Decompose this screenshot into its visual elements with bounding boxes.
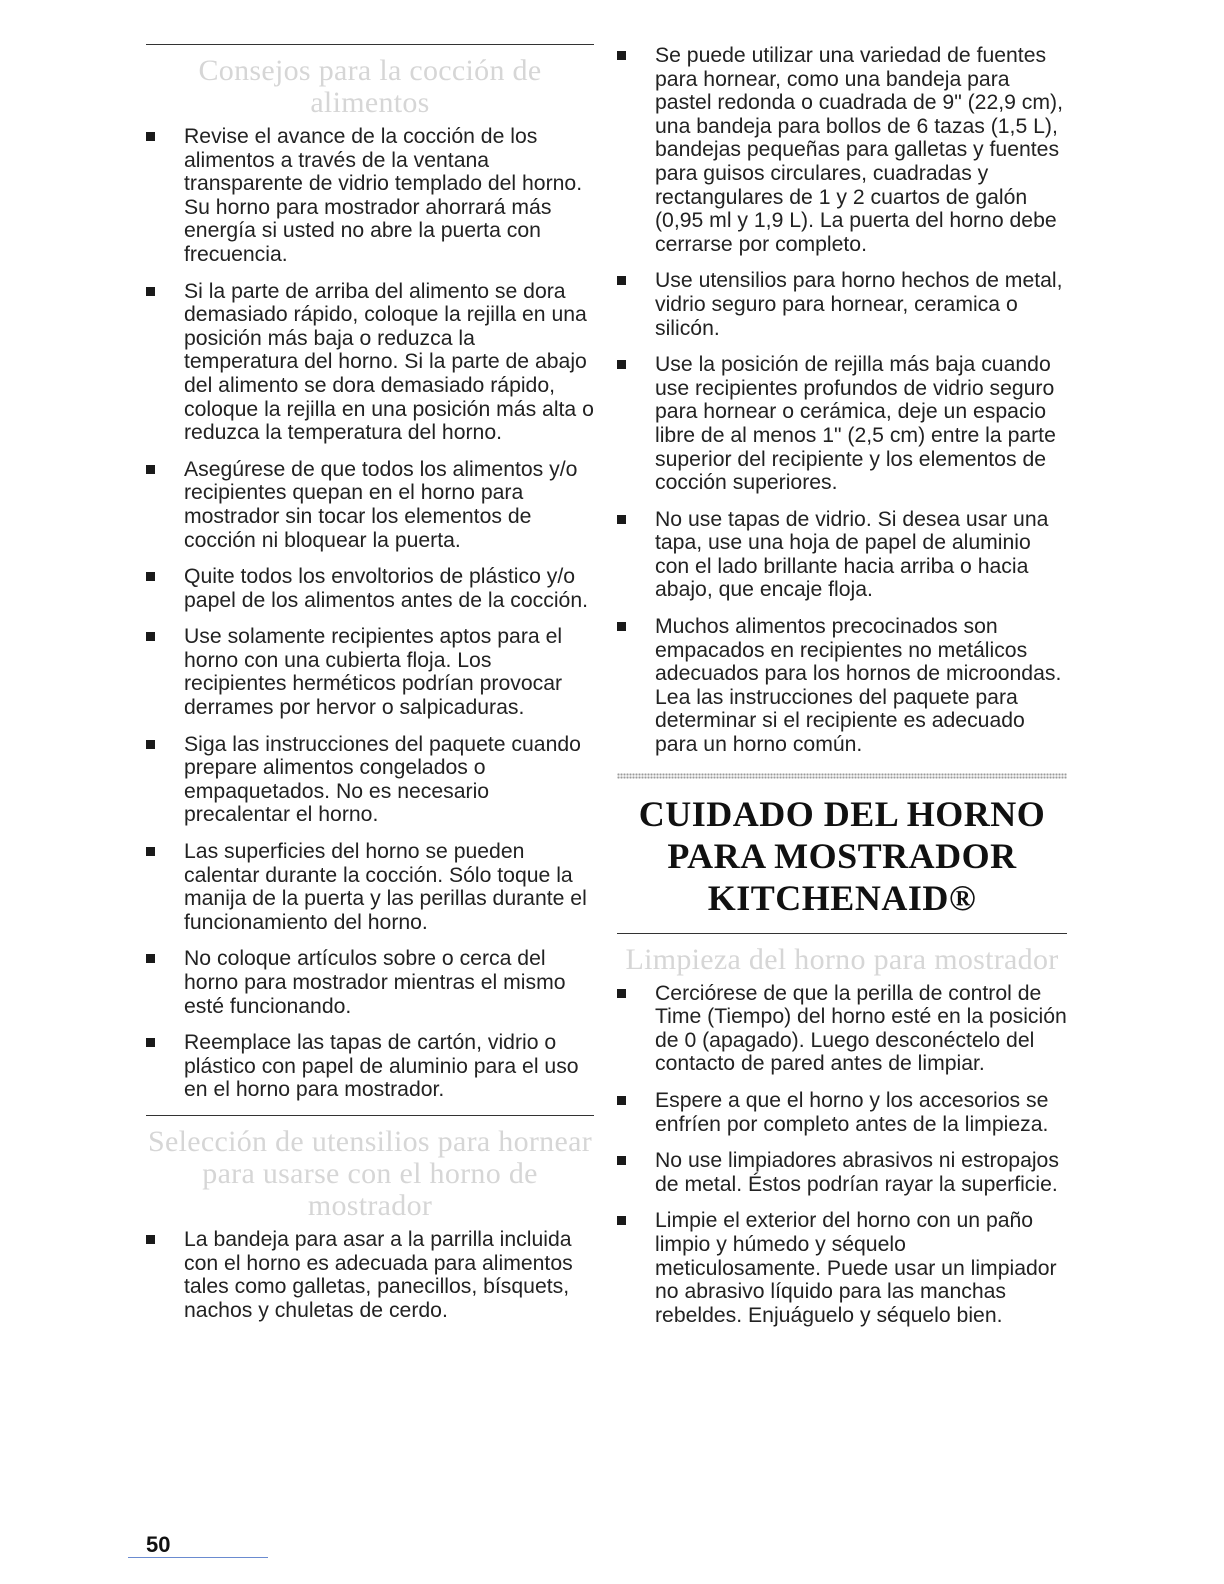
list-item: Use la posición de rejilla más baja cuando use recipientes profundos de vidrio seguro para hornear o cerámica, deje un espacio libre de al menos 1" (2,5 cm) entre la parte superior del recipiente y los elementos de cocción superiores.: [617, 353, 1067, 495]
list-item: Se puede utilizar una variedad de fuentes para hornear, como una bandeja para pastel redonda o cuadrada de 9" (22,9 cm), una bandeja para bollos de 6 tazas (1,5 L), bandejas pequeñas para galletas y fuentes para guisos circulares, cuadradas y rectangulares de 1 y 2 cuartos de galón (0,95 ml y 1,9 L). La puerta del horno debe cerrarse por completo.: [617, 44, 1067, 256]
main-title-line: PARA MOSTRADOR: [667, 835, 1017, 876]
list-item: Limpie el exterior del horno con un paño limpio y húmedo y séquelo meticulosamente. Puede usar un limpiador no abrasivo líquido para las manchas rebeldes. Enjuáguelo y séquelo bien.: [617, 1209, 1067, 1327]
seleccion-list: [146, 1228, 594, 1322]
list-item: Muchos alimentos precocinados son empacados en recipientes no metálicos adecuados para los hornos de microondas. Lea las instrucciones del paquete para determinar si el recipiente es adecuado para un horno común.: [617, 615, 1067, 757]
consejos-list: [146, 125, 594, 1102]
page-number: 50: [146, 1532, 171, 1557]
list-item: No use tapas de vidrio. Si desea usar una tapa, use una hoja de papel de aluminio con el lado brillante hacia arriba o hacia abajo, que encaje floja.: [617, 508, 1067, 602]
section-title-seleccion: Selección de utensilios para hornear para usarse con el horno de mostrador: [148, 1124, 592, 1222]
list-item: No coloque artículos sobre o cerca del horno para mostrador mientras el mismo esté funcionando.: [146, 947, 594, 1018]
utensilios-list-continued: [617, 44, 1067, 757]
list-item: Asegúrese de que todos los alimentos y/o recipientes quepan en el horno para mostrador sin tocar los elementos de cocción ni bloquear la puerta.: [146, 458, 594, 552]
main-title-line: CUIDADO DEL HORNO: [638, 793, 1046, 834]
list-item: Las superficies del horno se pueden calentar durante la cocción. Sólo toque la manija de la puerta y las perillas durante el funcionamiento del horno.: [146, 840, 594, 934]
section-rule: [617, 933, 1067, 934]
list-item: Siga las instrucciones del paquete cuando prepare alimentos congelados o empaquetados. No es necesario precalentar el horno.: [146, 733, 594, 827]
dotted-divider: [617, 773, 1067, 779]
list-item: Quite todos los envoltorios de plástico y/o papel de los alimentos antes de la cocción.: [146, 565, 594, 612]
limpieza-list: [617, 982, 1067, 1328]
list-item: Revise el avance de la cocción de los alimentos a través de la ventana transparente de vidrio templado del horno. Su horno para mostrador ahorrará más energía si usted no abre la puerta con frecuencia.: [146, 125, 594, 267]
main-title-line: KITCHENAID®: [707, 877, 977, 918]
section-title-limpieza: Limpieza del horno para mostrador: [625, 942, 1059, 976]
list-item: Reemplace las tapas de cartón, vidrio o plástico con papel de aluminio para el uso en el horno para mostrador.: [146, 1031, 594, 1102]
list-item: Use solamente recipientes aptos para el horno con una cubierta floja. Los recipientes herméticos podrían provocar derrames por hervor o salpicaduras.: [146, 625, 594, 719]
list-item: No use limpiadores abrasivos ni estropajos de metal. Éstos podrían rayar la superficie.: [617, 1149, 1067, 1196]
list-item: Espere a que el horno y los accesorios se enfríen por completo antes de la limpieza.: [617, 1089, 1067, 1136]
list-item: Cerciórese de que la perilla de control de Time (Tiempo) del horno esté en la posición de 0 (apagado). Luego desconéctelo del contacto de pared antes de limpiar.: [617, 982, 1067, 1076]
list-item: Use utensilios para horno hechos de metal, vidrio seguro para hornear, ceramica o silicón.: [617, 269, 1067, 340]
section-rule: [146, 44, 594, 45]
section-title-consejos: Consejos para la cocción de alimentos: [198, 54, 542, 119]
right-column: [617, 44, 1067, 1340]
bottom-rule: [128, 1557, 268, 1558]
list-item: La bandeja para asar a la parrilla incluida con el horno es adecuada para alimentos tales como galletas, panecillos, bísquets, nachos y chuletas de cerdo.: [146, 1228, 594, 1322]
list-item: Si la parte de arriba del alimento se dora demasiado rápido, coloque la rejilla en una posición más baja o reduzca la temperatura del horno. Si la parte de abajo del alimento se dora demasiado rápido, coloque la rejilla en una posición más alta o reduzca la temperatura del horno.: [146, 280, 594, 445]
left-column: [146, 44, 594, 1335]
main-title: [617, 793, 1067, 919]
section-rule: [146, 1115, 594, 1116]
